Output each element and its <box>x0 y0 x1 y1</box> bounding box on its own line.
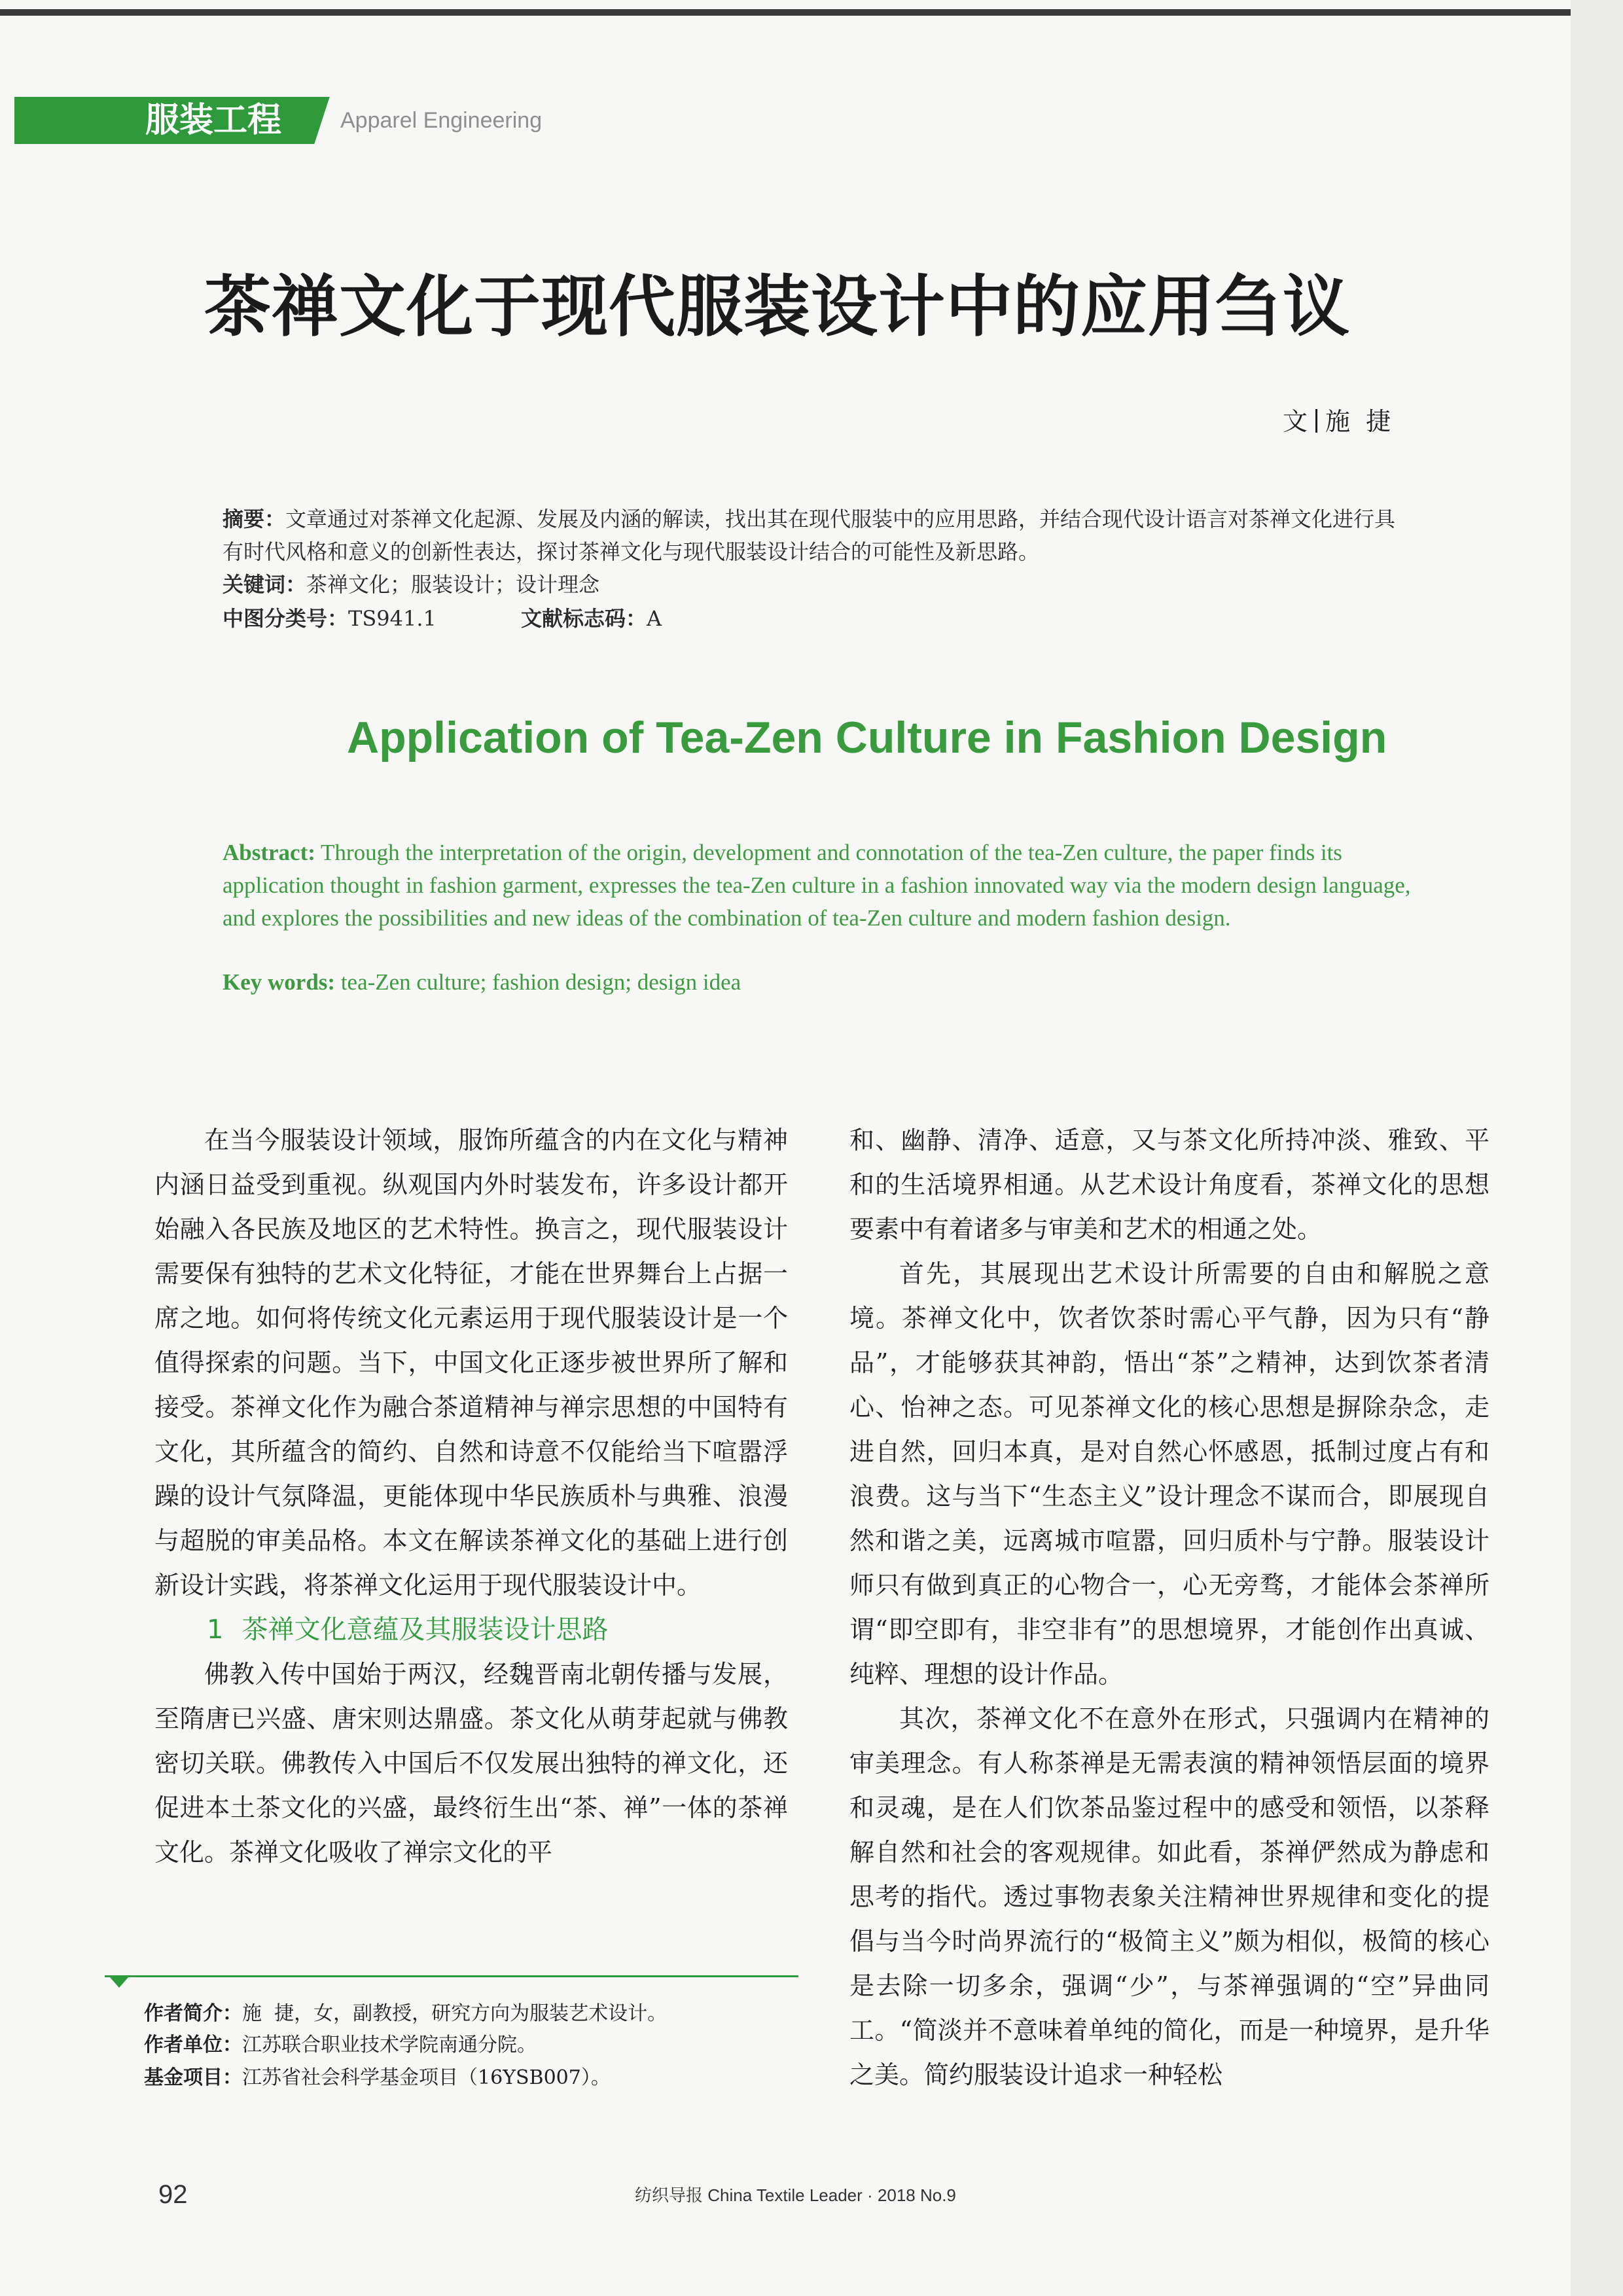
footnote-bio-label: 作者简介： <box>144 2002 242 2025</box>
section-paragraph: 佛教入传中国始于两汉，经魏晋南北朝传播与发展，至隋唐已兴盛、唐宋则达鼎盛。茶文化从萌芽起就与佛教密切关联。佛教传入中国后不仅发展出独特的禅文化，还促进本土茶文化的兴盛，最终衍生出“茶、禅”一体的茶禅文化。茶禅文化吸收了禅宗文化的平 <box>154 1660 788 1867</box>
doc-code-label: 文献标志码： <box>521 606 647 631</box>
keywords-en <box>223 966 1414 999</box>
abstract-en-text: Through the interpretation of the origin, development and connotation of the tea-Zen culture, the paper finds its application thought in fashion garment, expresses the tea-Zen culture in a fashion innovated way via the modern design language, and explores the possibilities and new ideas of the combination of tea-Zen culture and modern fashion design. <box>223 840 1411 931</box>
article-title-zh: 茶禅文化于现代服装设计中的应用刍议 <box>204 268 1350 346</box>
footnote-fund <box>144 2062 611 2094</box>
author-name: 施 捷 <box>1325 407 1391 436</box>
footnote-fund-text: 江苏省社会科学基金项目（16YSB007）。 <box>242 2066 611 2089</box>
section-heading <box>154 1607 788 1652</box>
keywords-en-text: tea-Zen culture; fashion design; design idea <box>340 969 741 995</box>
footnote-divider <box>105 1975 798 1977</box>
section-header-zh: 服装工程 <box>145 100 282 140</box>
continued-paragraph: 和、幽静、清净、适意，又与茶文化所持冲淡、雅致、平和的生活境界相通。从艺术设计角度看，茶禅文化的思想要素中有着诸多与审美和艺术的相通之处。 <box>849 1126 1489 1244</box>
paragraph-second: 其次，茶禅文化不在意外在形式，只强调内在精神的审美理念。有人称茶禅是无需表演的精神领悟层面的境界和灵魂，是在人们饮茶品鉴过程中的感受和领悟，以茶释解自然和社会的客观规律。如此看，茶禅俨然成为静虑和思考的指代。透过事物表象关注精神世界规律和变化的提倡与当今时尚界流行的“极简主义”颇为相似，极简的核心是去除一切多余，强调“少”，与茶禅强调的“空”异曲同工。“简淡并不意味着单纯的简化，而是一种境界，是升华之美。简约服装设计追求一种轻松 <box>849 1704 1489 2089</box>
abstract-en-label: Abstract: <box>223 840 315 865</box>
keywords-zh-text: 茶禅文化；服装设计；设计理念 <box>306 572 600 597</box>
keywords-en-label: Key words: <box>223 969 336 995</box>
section-header-en: Apparel Engineering <box>340 108 543 133</box>
doc-code-value: A <box>647 606 662 631</box>
section-number: 1 <box>207 1615 224 1645</box>
abstract-zh-text: 文章通过对茶禅文化起源、发展及内涵的解读，找出其在现代服装中的应用思路，并结合现代设计语言对茶禅文化进行具有时代风格和意义的创新性表达，探讨茶禅文化与现代服装设计结合的可能性及新思路。 <box>223 507 1396 564</box>
article-title-en: Application of Tea-Zen Culture in Fashion Design <box>347 713 1387 762</box>
keywords-zh-label: 关键词： <box>223 572 307 597</box>
body-column-left <box>154 1118 788 1874</box>
clc-value: TS941.1 <box>348 606 437 631</box>
top-border-rule <box>0 9 1571 16</box>
abstract-en <box>223 836 1414 935</box>
clc-label: 中图分类号： <box>223 606 349 631</box>
classification-line <box>223 602 437 635</box>
doc-code-line <box>521 602 662 635</box>
keywords-zh <box>223 568 599 601</box>
paragraph-first: 首先，其展现出艺术设计所需要的自由和解脱之意境。茶禅文化中，饮者饮茶时需心平气静，因为只有“静品”，才能够获其神韵，悟出“茶”之精神，达到饮茶者清心、怡神之态。可见茶禅文化的核心思想是摒除杂念，走进自然，回归本真，是对自然心怀感恩，抵制过度占有和浪费。这与当下“生态主义”设计理念不谋而合，即展现自然和谐之美，远离城市喧嚣，回归质朴与宁静。服装设计师只有做到真正的心物合一，心无旁骛，才能体会茶禅所谓“即空即有，非空非有”的思想境界，才能创作出真诚、纯粹、理想的设计作品。 <box>849 1259 1489 1689</box>
page-number: 92 <box>158 2180 188 2209</box>
author-line <box>1283 404 1391 439</box>
abstract-zh <box>223 503 1414 568</box>
footnote-marker-icon <box>110 1977 128 1988</box>
author-separator <box>1315 409 1317 433</box>
footnote-fund-label: 基金项目： <box>144 2066 242 2089</box>
footnote-unit-text: 江苏联合职业技术学院南通分院。 <box>242 2034 537 2056</box>
section-title: 茶禅文化意蕴及其服装设计思路 <box>241 1615 609 1645</box>
footnote-unit-label: 作者单位： <box>144 2034 242 2056</box>
body-column-right <box>849 1118 1489 2097</box>
footnote-bio <box>144 1998 667 2030</box>
intro-paragraph: 在当今服装设计领域，服饰所蕴含的内在文化与精神内涵日益受到重视。纵观国内外时装发布，许多设计都开始融入各民族及地区的艺术特性。换言之，现代服装设计需要保有独特的艺术文化特征，才能在世界舞台上占据一席之地。如何将传统文化元素运用于现代服装设计是一个值得探索的问题。当下，中国文化正逐步被世界所了解和接受。茶禅文化作为融合茶道精神与禅宗思想的中国特有文化，其所蕴含的简约、自然和诗意不仅能给当下喧嚣浮躁的设计气氛降温，更能体现中华民族质朴与典雅、浪漫与超脱的审美品格。本文在解读茶禅文化的基础上进行创新设计实践，将茶禅文化运用于现代服装设计中。 <box>154 1126 788 1600</box>
footnote-bio-text: 施 捷，女，副教授，研究方向为服装艺术设计。 <box>242 2002 668 2025</box>
footnote-unit <box>144 2029 537 2062</box>
journal-footer: 纺织导报 China Textile Leader · 2018 No.9 <box>635 2185 956 2205</box>
abstract-zh-label: 摘要： <box>223 507 286 531</box>
page-edge-shadow <box>1571 0 1623 2296</box>
author-prefix: 文 <box>1283 407 1308 436</box>
